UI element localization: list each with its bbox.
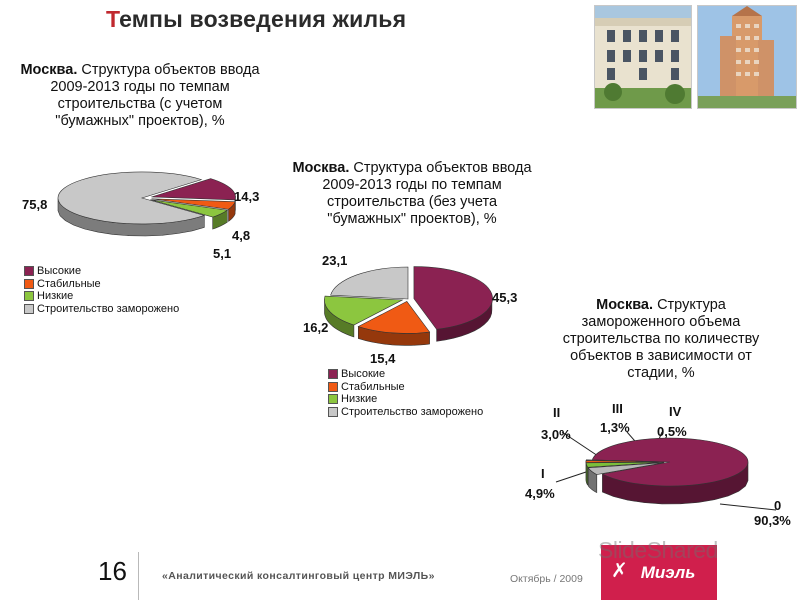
- chart2-legend: [328, 368, 483, 418]
- chart3-label-iii: 1,3%: [600, 420, 630, 435]
- chart2-pie: [300, 255, 520, 365]
- chart3-label-i: 4,9%: [525, 486, 555, 501]
- chart2-label-stable: 15,4: [370, 351, 396, 366]
- legend-item-frozen: Строительство заморожено: [328, 406, 483, 419]
- chart2-label-high: 45,3: [492, 290, 518, 305]
- chart1-title: Москва. Структура объектов ввода 2009-2013 годы по темпам строительства (с учетом "бумажных" проектов), %: [20, 62, 260, 129]
- chart1-pie: [0, 160, 290, 270]
- page-number: 16: [98, 556, 127, 586]
- legend-item-high: Высокие: [24, 265, 179, 278]
- footer-date: Октябрь / 2009: [510, 573, 583, 585]
- chart1-label-frozen: 75,8: [22, 197, 48, 212]
- chart2-label-low: 16,2: [303, 320, 329, 335]
- legend-swatch: [24, 266, 34, 276]
- building-photo-2: [697, 5, 797, 109]
- legend-swatch: [328, 394, 338, 404]
- leader-line-0: [720, 504, 776, 510]
- chart1-label-stable: 4,8: [232, 228, 251, 243]
- chart3-label-iv: 0,5%: [657, 424, 687, 439]
- legend-swatch: [328, 407, 338, 417]
- chart2-title: Москва. Структура объектов ввода 2009-2013 годы по темпам строительства (без учета "бумажных" проектов), %: [292, 160, 532, 227]
- legend-item-stable: Стабильные: [328, 381, 483, 394]
- chart1-legend: [24, 265, 179, 315]
- chart3-cat-iii: III: [612, 401, 623, 416]
- page-title: Темпы возведения жилья: [106, 6, 407, 32]
- legend-swatch: [24, 279, 34, 289]
- chart3-label-ii: 3,0%: [541, 427, 571, 442]
- chart3-cat-ii: II: [553, 405, 561, 420]
- chart2-label-frozen: 23,1: [322, 253, 348, 268]
- legend-swatch: [328, 369, 338, 379]
- chart3-label-0: 90,3%: [754, 513, 791, 528]
- footer-company: «Аналитический консалтинговый центр МИЭЛЬ»: [162, 570, 435, 582]
- chart3-title: Москва. Структура замороженного объема строительства по количеству объектов в зависимости от стадии, %: [562, 297, 760, 381]
- legend-swatch: [24, 291, 34, 301]
- legend-item-high: Высокие: [328, 368, 483, 381]
- legend-swatch: [24, 304, 34, 314]
- legend-item-low: Низкие: [24, 290, 179, 303]
- building-photo-1: [594, 5, 692, 109]
- slideshare-watermark: SlideShared: [598, 537, 718, 563]
- footer-divider: [138, 552, 139, 600]
- logo-text: Миэль: [640, 562, 696, 582]
- legend-swatch: [328, 382, 338, 392]
- chart3-cat-i: I: [541, 466, 545, 481]
- legend-item-low: Низкие: [328, 393, 483, 406]
- logo-mark-icon: ✗: [611, 560, 628, 582]
- chart3-cat-iv: IV: [669, 404, 682, 419]
- pie-slice-frozen: [331, 267, 408, 299]
- chart1-label-low: 5,1: [213, 246, 232, 261]
- legend-item-stable: Стабильные: [24, 278, 179, 291]
- chart3-cat-0: 0: [774, 498, 782, 513]
- chart1-label-high: 14,3: [234, 189, 260, 204]
- legend-item-frozen: Строительство заморожено: [24, 303, 179, 316]
